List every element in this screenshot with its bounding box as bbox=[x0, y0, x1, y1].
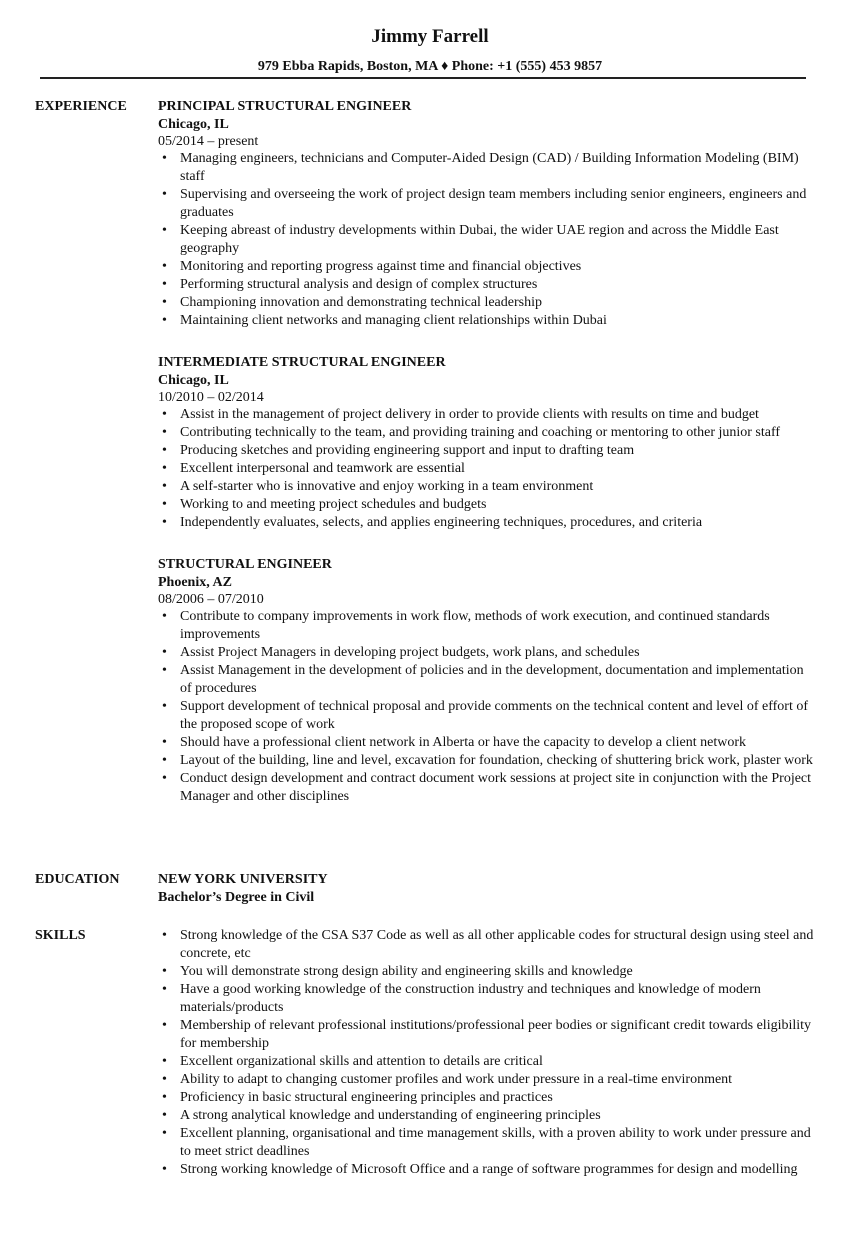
job-location: Phoenix, AZ bbox=[158, 575, 232, 590]
duty-item: • Independently evaluates, selects, and applies engineering techniques, procedures, and criteria bbox=[158, 514, 818, 532]
duty-item: • Assist Project Managers in developing project budgets, work plans, and schedules bbox=[158, 644, 818, 662]
skill-item: • Excellent organizational skills and attention to details are critical bbox=[158, 1053, 818, 1071]
duty-item: • Layout of the building, line and level, excavation for foundation, checking of shuttering brick work, plaster work bbox=[158, 752, 818, 770]
job-location: Chicago, IL bbox=[158, 117, 229, 132]
skill-item: • Proficiency in basic structural engineering principles and practices bbox=[158, 1089, 818, 1107]
duty-item: • Maintaining client networks and managing client relationships within Dubai bbox=[158, 312, 818, 330]
job-dates: 05/2014 – present bbox=[158, 134, 259, 149]
job-entry bbox=[158, 98, 818, 330]
skill-item: • Strong knowledge of the CSA S37 Code as well as all other applicable codes for structural design using steel and concrete, etc bbox=[158, 927, 818, 963]
duty-item: • Support development of technical proposal and provide comments on the technical content and level of effort of the proposed scope of work bbox=[158, 698, 818, 734]
experience-list bbox=[158, 98, 818, 830]
duty-item: • Working to and meeting project schedules and budgets bbox=[158, 496, 818, 514]
duty-item: • Performing structural analysis and design of complex structures bbox=[158, 276, 818, 294]
duty-item: • Contributing technically to the team, and providing training and coaching or mentoring to other junior staff bbox=[158, 424, 818, 442]
job-title: STRUCTURAL ENGINEER bbox=[158, 557, 332, 572]
duty-item: • Supervising and overseeing the work of project design team members including senior engineers, engineers and graduates bbox=[158, 186, 818, 222]
job-duties bbox=[158, 150, 818, 330]
skill-item: • Membership of relevant professional institutions/professional peer bodies or significant credit towards eligibility for membership bbox=[158, 1017, 818, 1053]
job-dates: 08/2006 – 07/2010 bbox=[158, 592, 264, 607]
duty-item: • Contribute to company improvements in work flow, methods of work execution, and continued standards improvements bbox=[158, 608, 818, 644]
duty-item: • Should have a professional client network in Alberta or have the capacity to develop a client network bbox=[158, 734, 818, 752]
resume-name: Jimmy Farrell bbox=[371, 26, 489, 47]
duty-item: • Conduct design development and contract document work sessions at project site in conjunction with the Project Manager and other disciplines bbox=[158, 770, 818, 806]
job-title: INTERMEDIATE STRUCTURAL ENGINEER bbox=[158, 355, 446, 370]
skill-item: • Have a good working knowledge of the construction industry and techniques and knowledge of modern materials/products bbox=[158, 981, 818, 1017]
skill-item: • Excellent planning, organisational and time management skills, with a proven ability to work under pressure and to meet strict deadlines bbox=[158, 1125, 818, 1161]
job-entry bbox=[158, 556, 818, 806]
header-divider bbox=[40, 77, 806, 79]
job-duties bbox=[158, 608, 818, 806]
education-heading: EDUCATION bbox=[35, 872, 120, 887]
duty-item: • Championing innovation and demonstrating technical leadership bbox=[158, 294, 818, 312]
duty-item: • Assist in the management of project delivery in order to provide clients with results on time and budget bbox=[158, 406, 818, 424]
job-dates: 10/2010 – 02/2014 bbox=[158, 390, 264, 405]
experience-heading: EXPERIENCE bbox=[35, 99, 127, 114]
duty-item: • Keeping abreast of industry developments within Dubai, the wider UAE region and across the Middle East geography bbox=[158, 222, 818, 258]
skill-item: • Strong working knowledge of Microsoft Office and a range of software programmes for design and modelling bbox=[158, 1161, 818, 1179]
duty-item: • Excellent interpersonal and teamwork are essential bbox=[158, 460, 818, 478]
duty-item: • Managing engineers, technicians and Computer-Aided Design (CAD) / Building Information Modeling (BIM) staff bbox=[158, 150, 818, 186]
skill-item: • A strong analytical knowledge and understanding of engineering principles bbox=[158, 1107, 818, 1125]
skills-heading: SKILLS bbox=[35, 928, 86, 943]
skill-items bbox=[158, 927, 818, 1179]
duty-item: • Assist Management in the development of policies and in the development, documentation and implementation of procedures bbox=[158, 662, 818, 698]
job-entry bbox=[158, 354, 818, 532]
school-name: NEW YORK UNIVERSITY bbox=[158, 872, 328, 887]
skills-list bbox=[158, 927, 818, 1179]
skill-item: • You will demonstrate strong design ability and engineering skills and knowledge bbox=[158, 963, 818, 981]
degree: Bachelor’s Degree in Civil bbox=[158, 890, 315, 905]
job-duties bbox=[158, 406, 818, 532]
job-location: Chicago, IL bbox=[158, 373, 229, 388]
skill-item: • Ability to adapt to changing customer profiles and work under pressure in a real-time environment bbox=[158, 1071, 818, 1089]
contact-line: 979 Ebba Rapids, Boston, MA ♦ Phone: +1 (555) 453 9857 bbox=[257, 59, 603, 74]
education-entry bbox=[158, 871, 818, 907]
duty-item: • Monitoring and reporting progress against time and financial objectives bbox=[158, 258, 818, 276]
job-title: PRINCIPAL STRUCTURAL ENGINEER bbox=[158, 99, 412, 114]
duty-item: • A self-starter who is innovative and enjoy working in a team environment bbox=[158, 478, 818, 496]
duty-item: • Producing sketches and providing engineering support and input to drafting team bbox=[158, 442, 818, 460]
